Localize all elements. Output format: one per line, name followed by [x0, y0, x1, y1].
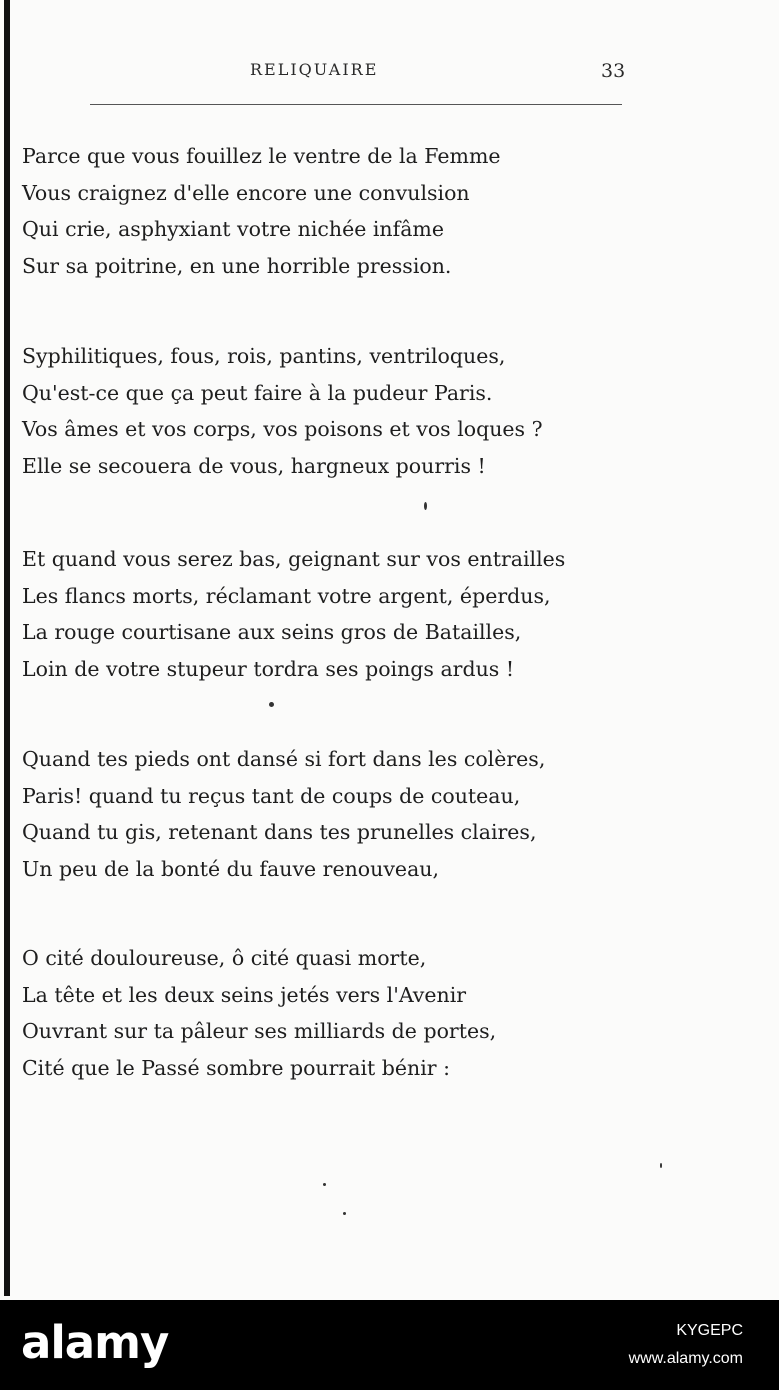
- scan-speck: [323, 1183, 326, 1186]
- verse-line: Et quand vous serez bas, geignant sur vos entrailles: [22, 547, 566, 571]
- verse-line: Paris! quand tu reçus tant de coups de couteau,: [22, 783, 521, 808]
- stanza-5: [22, 940, 622, 1086]
- scan-speck: [660, 1163, 662, 1168]
- verse-line: Quand tu gis, retenant dans tes prunelles claires,: [22, 820, 537, 844]
- verse-line: Sur sa poitrine, en une horrible pression.: [22, 253, 452, 278]
- verse-line: Les flancs morts, réclamant votre argent, éperdus,: [22, 583, 551, 608]
- verse-line: Syphilitiques, fous, rois, pantins, ventriloques,: [22, 344, 506, 368]
- scan-speck: [269, 702, 274, 707]
- verse-line: Qui crie, asphyxiant votre nichée infâme: [22, 217, 445, 241]
- verse-line: Cité que le Passé sombre pourrait bénir :: [22, 1055, 450, 1080]
- verse-line: Loin de votre stupeur tordra ses poings ardus !: [22, 656, 515, 681]
- image-id: KYGEPC: [676, 1322, 743, 1339]
- scan-speck: [343, 1212, 346, 1215]
- page-binding-edge: [4, 0, 10, 1296]
- verse-line: O cité douloureuse, ô cité quasi morte,: [22, 946, 427, 970]
- verse-line: La rouge courtisane aux seins gros de Batailles,: [22, 620, 522, 644]
- stanza-3: [22, 541, 622, 687]
- stanza-4: [22, 741, 622, 887]
- verse-line: Qu'est-ce que ça peut faire à la pudeur Paris.: [22, 380, 493, 405]
- verse-line: Vous craignez d'elle encore une convulsion: [22, 180, 470, 205]
- verse-line: Elle se secouera de vous, hargneux pourris !: [22, 453, 486, 478]
- site-url: www.alamy.com: [628, 1350, 743, 1367]
- stanza-1: [22, 138, 622, 284]
- alamy-logo: alamy: [21, 1316, 169, 1369]
- verse-line: Vos âmes et vos corps, vos poisons et vos loques ?: [22, 417, 543, 441]
- verse-line: Ouvrant sur ta pâleur ses milliards de portes,: [22, 1019, 497, 1043]
- header-rule: [90, 104, 622, 105]
- scan-speck: [424, 502, 427, 510]
- running-title: RELIQUAIRE: [250, 60, 379, 79]
- verse-line: La tête et les deux seins jetés vers l'Avenir: [22, 982, 467, 1007]
- stanza-2: [22, 338, 622, 484]
- verse-line: Un peu de la bonté du fauve renouveau,: [22, 856, 440, 881]
- page-number: 33: [601, 60, 626, 82]
- verse-line: Quand tes pieds ont dansé si fort dans les colères,: [22, 747, 546, 771]
- verse-line: Parce que vous fouillez le ventre de la Femme: [22, 144, 501, 168]
